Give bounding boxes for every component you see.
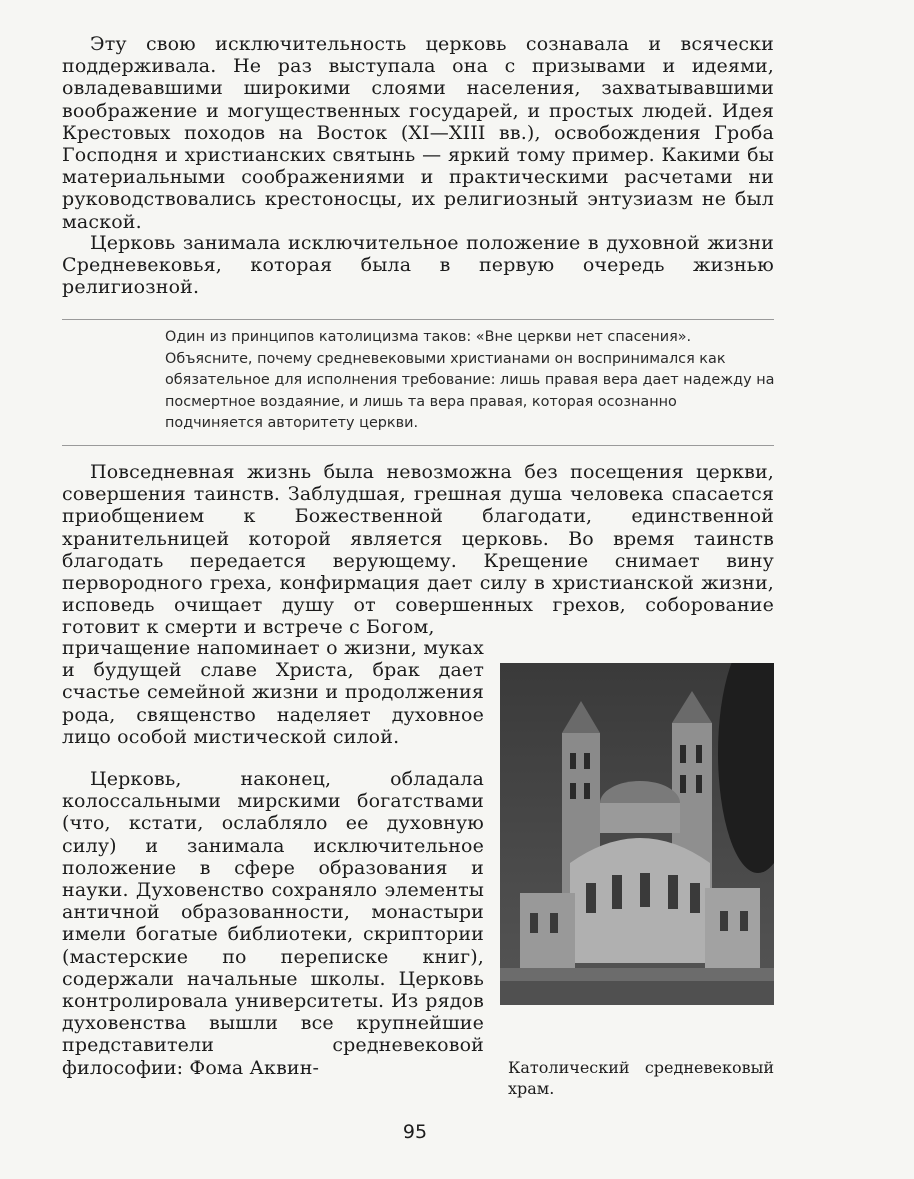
- question-box-text: Один из принципов католицизма таков: «Вне церкви нет спасения». Объясните, почему средневековыми христианами он воспринимался как обязательное для исполнения требование: лишь правая вера дает надежду на посмертное воздаяние, и лишь та вера правая, которая осознанно подчиняется авторитету церкви.: [165, 329, 775, 431]
- paragraph-sacraments: Повседневная жизнь была невозможна без посещения церкви, совершения таинств. Заблудшая, грешная душа человека спасается приобщением к Божественной благодати, единственной хранительницей которой является церковь. Во время таинств благодать передается верующему. Крещение снимает вину первородного греха, конфирмация дает силу в христианской жизни, исповедь очищает душу от совершенных грехов, соборование готовит к смерти и встрече с Богом,: [62, 461, 774, 639]
- question-bottom-rule: [62, 445, 774, 446]
- paragraph-religious-life: Церковь занимала исключительное положение в духовной жизни Средневековья, которая была в первую очередь жизнью религиозной.: [62, 232, 774, 299]
- question-top-rule: [62, 319, 774, 320]
- paragraph-crusades: Эту свою исключительность церковь сознавала и всячески поддерживала. Не раз выступала она с призывами и идеями, овладевавшими широкими слоями населения, захватывавшими воображение и могущественных государей, и простых людей. Идея Крестовых походов на Восток (XI—XIII вв.), освобождения Гроба Господня и христианских святынь — яркий тому пример. Какими бы материальными соображениями и практическими расчетами ни руководствовались крестоносцы, их религиозный энтузиазм не был маской.: [62, 33, 774, 233]
- cathedral-illustration: [500, 663, 774, 1005]
- page-number: 95: [402, 1121, 428, 1143]
- paragraph-sacraments-continued: причащение напоминает о жизни, муках и будущей славе Христа, брак дает счастье семейной жизни и продолжения рода, священство наделяет духовное лицо особой мистической силой.: [62, 637, 484, 748]
- cathedral-photo: [500, 663, 774, 1005]
- photo-caption: Католический средневековый храм.: [508, 1058, 774, 1098]
- paragraph-wealth-education: Церковь, наконец, обладала колоссальными мирскими богатствами (что, кстати, ослабляло ее духовную силу) и занимала исключительное положение в сфере образования и науки. Духовенство сохраняло элементы античной образованности, монастыри имели богатые библиотеки, скриптории (мастерские по переписке книг), содержали начальные школы. Церковь контролировала университеты. Из рядов духовенства вышли все крупнейшие представители средневековой философии: Фома Аквин-: [62, 768, 484, 1079]
